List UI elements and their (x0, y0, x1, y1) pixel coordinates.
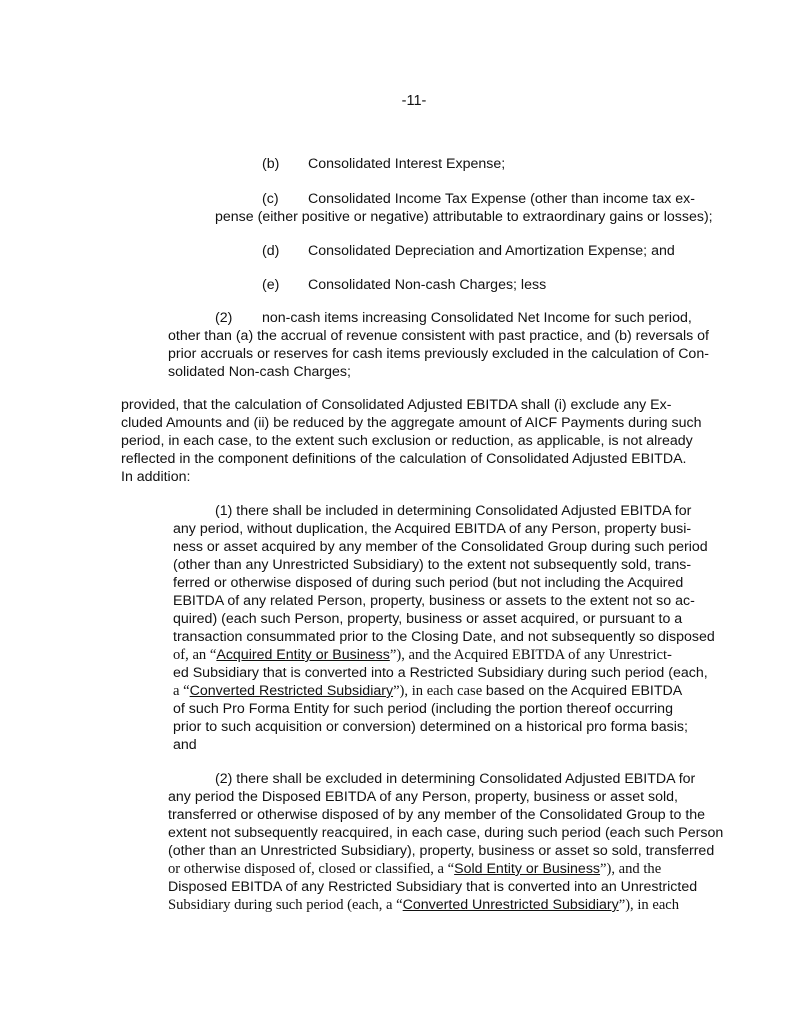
item-2-line-1: non-cash items increasing Consolidated Net Income for such period, (262, 310, 692, 326)
proviso-line-4: reflected in the component definitions of the calculation of Consolidated Adjusted EBITDA. (121, 451, 687, 467)
proviso-line-1: provided, that the calculation of Consolidated Adjusted EBITDA shall (i) exclude any Ex- (121, 397, 672, 413)
para-2-line-6-a: or otherwise disposed of, closed or classified, a “ (168, 861, 455, 877)
item-2-line-4: solidated Non-cash Charges; (168, 364, 351, 380)
para-2-line-3: transferred or otherwise disposed of by any member of the Consolidated Group to the (168, 807, 706, 823)
item-c-continuation: pense (either positive or negative) attributable to extraordinary gains or losses); (215, 209, 713, 225)
para-1-line-5: ferred or otherwise disposed of during such period (but not including the Acquired (173, 575, 684, 591)
item-e-label: (e) (262, 277, 280, 293)
item-2-label: (2) (215, 310, 233, 326)
para-2-line-5: (other than an Unrestricted Subsidiary), property, business or asset so sold, transferred (168, 843, 715, 859)
item-c-text: Consolidated Income Tax Expense (other than income tax ex- (308, 191, 695, 207)
para-1-line-6: EBITDA of any related Person, property, business or assets to the extent not so ac- (173, 593, 695, 609)
para-1-line-11-a: a “ (173, 683, 190, 699)
para-1-line-10: ed Subsidiary that is converted into a Restricted Subsidiary during such period (each, (173, 665, 708, 681)
item-d-label: (d) (262, 243, 280, 259)
para-1-line-9-a: of, an “ (173, 647, 217, 663)
para-1-line-11-c: based on the Acquired EBITDA (485, 683, 683, 699)
defined-term-converted-restricted: Converted Restricted Subsidiary (189, 683, 394, 699)
para-1-line-13: prior to such acquisition or conversion) determined on a historical pro forma basis; (173, 719, 688, 735)
proviso-line-3: period, in each case, to the extent such exclusion or reduction, as applicable, is not already (121, 433, 693, 449)
para-1-line-9-b: ”), and the Acquired EBITDA of any Unrestrict- (389, 647, 672, 663)
item-d-text: Consolidated Depreciation and Amortization Expense; and (308, 243, 675, 259)
para-2-line-8-b: ”), in each (618, 897, 680, 913)
para-1-line-1: (1) there shall be included in determining Consolidated Adjusted EBITDA for (215, 503, 692, 519)
para-1-line-7: quired) (each such Person, property, business or asset acquired, or pursuant to a (173, 611, 683, 627)
defined-term-acquired-entity: Acquired Entity or Business (216, 647, 390, 663)
page-number: -11- (401, 93, 427, 109)
para-2-line-2: any period the Disposed EBITDA of any Person, property, business or asset sold, (168, 789, 678, 805)
item-2-line-2: other than (a) the accrual of revenue consistent with past practice, and (b) reversals of (168, 328, 709, 344)
item-2-line-3: prior accruals or reserves for cash items previously excluded in the calculation of Con- (168, 346, 709, 362)
item-b-label: (b) (262, 156, 280, 172)
para-2-line-4: extent not subsequently reacquired, in each case, during such period (each such Person (168, 825, 724, 841)
para-1-line-12: of such Pro Forma Entity for such period (including the portion thereof occurring (173, 701, 673, 717)
para-1-line-3: ness or asset acquired by any member of the Consolidated Group during such period (173, 539, 708, 555)
para-2-line-6 (168, 860, 661, 878)
para-2-line-7: Disposed EBITDA of any Restricted Subsidiary that is converted into an Unrestricted (168, 879, 698, 895)
proviso-line-2: cluded Amounts and (ii) be reduced by the aggregate amount of AICF Payments during such (121, 415, 702, 431)
para-2-line-8 (168, 896, 679, 914)
para-1-line-14: and (173, 737, 197, 753)
defined-term-converted-unrestricted: Converted Unrestricted Subsidiary (402, 897, 619, 913)
para-1-line-4: (other than any Unrestricted Subsidiary) to the extent not subsequently sold, trans- (173, 557, 692, 573)
para-1-line-9 (173, 646, 672, 664)
para-1-line-8: transaction consummated prior to the Closing Date, and not subsequently so disposed (173, 629, 715, 645)
para-2-line-1: (2) there shall be excluded in determining Consolidated Adjusted EBITDA for (215, 771, 696, 787)
item-e-text: Consolidated Non-cash Charges; less (308, 277, 547, 293)
item-b-text: Consolidated Interest Expense; (308, 156, 506, 172)
defined-term-sold-entity: Sold Entity or Business (454, 861, 601, 877)
para-1-line-2: any period, without duplication, the Acquired EBITDA of any Person, property busi- (173, 521, 692, 537)
para-2-line-6-b: ”), and the (600, 861, 662, 877)
para-1-line-11-b: ”), in each case (393, 683, 486, 699)
item-c-label: (c) (262, 191, 279, 207)
para-1-line-11 (173, 682, 682, 700)
proviso-line-5: In addition: (121, 469, 191, 485)
para-2-line-8-a: Subsidiary during such period (each, a “ (168, 897, 403, 913)
